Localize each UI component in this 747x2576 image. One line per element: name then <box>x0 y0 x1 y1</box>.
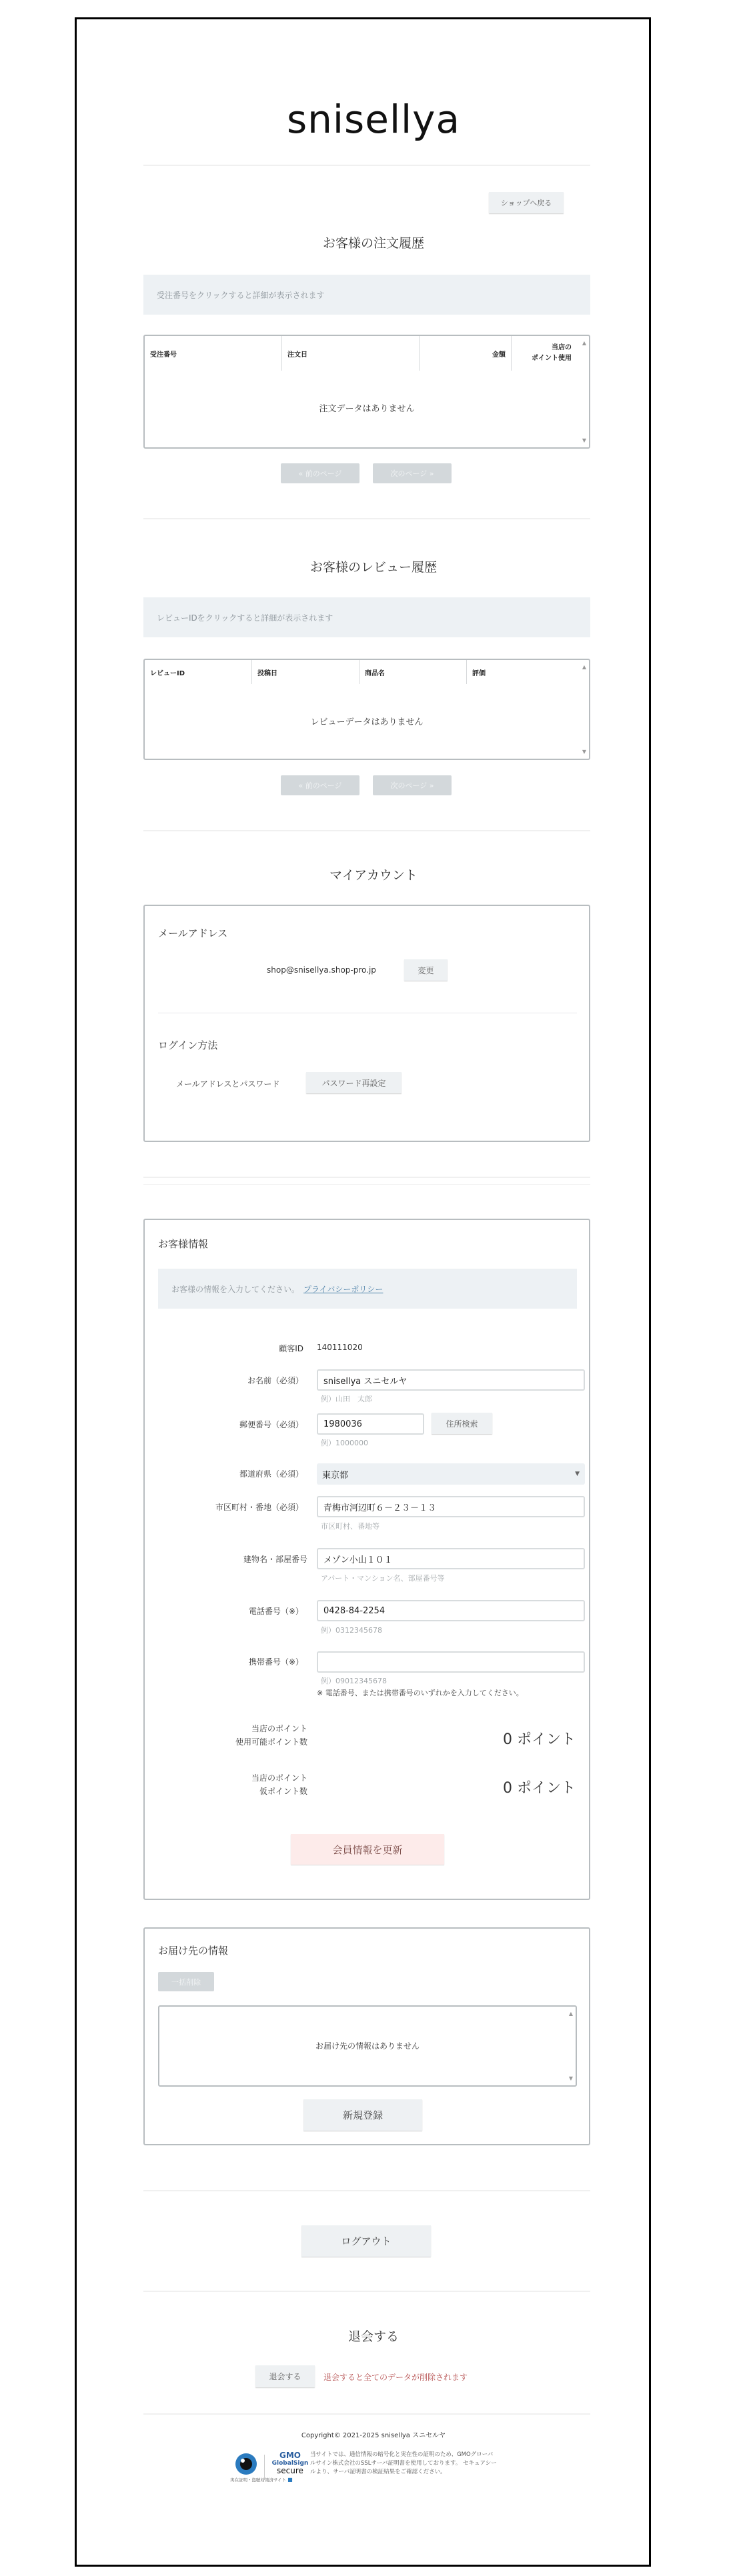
reset-password-button[interactable]: パスワード再設定 <box>306 1072 402 1093</box>
column-rating: 評価 <box>472 669 486 677</box>
seal-caption <box>230 2477 293 2483</box>
privacy-policy-link[interactable]: プライバシーポリシー <box>303 1284 384 1294</box>
phone-note: ※ 電話番号、または携帯番号のいずれかを入力してください。 <box>317 1689 524 1697</box>
scroll-up-arrow-icon[interactable]: ▲ <box>582 664 586 670</box>
gmo-globalsign-seal[interactable] <box>230 2449 317 2484</box>
points-available-value: 0 ポイント <box>503 1731 576 1748</box>
back-to-shop-button[interactable]: ショップへ戻る <box>489 192 564 213</box>
phone-label: 電話番号（※） <box>248 1607 303 1616</box>
reviews-empty-message: レビューデータはありません <box>310 717 424 727</box>
orders-info-box <box>143 275 590 315</box>
update-member-info-button[interactable]: 会員情報を更新 <box>291 1834 444 1865</box>
column-order-date: 注文日 <box>282 336 420 371</box>
scroll-down-arrow-icon[interactable]: ▼ <box>568 2075 573 2081</box>
lock-icon: ■ <box>287 2477 293 2483</box>
building-label: 建物名・部屋番号 <box>243 1555 307 1564</box>
login-method-heading: ログイン方法 <box>158 1039 218 1051</box>
email-value: shop@snisellya.shop-pro.jp <box>267 965 376 975</box>
seal-description: 当サイトでは、通信情報の暗号化と実在性の証明のため、GMOグローバルサイン株式会社のSSLサーバ証明書を使用しております。 セキュアシールより、サーバ証明書の検証結果をご確認ください。 <box>310 2451 497 2475</box>
withdraw-warning: 退会すると全てのデータが削除されます <box>323 2373 468 2382</box>
column-points-used <box>512 336 577 371</box>
customer-info-text: お客様の情報を入力してください。 <box>171 1284 300 1294</box>
eye-logo-icon <box>234 2452 261 2479</box>
change-email-button[interactable]: 変更 <box>404 959 448 981</box>
points-temp-label <box>145 1771 307 1798</box>
seal-brand-gmo: GMO <box>279 2451 301 2460</box>
seal-caption-text: 実在証明・盗聴対策済サイト <box>230 2477 287 2483</box>
customer-id-value: 140111020 <box>317 1343 363 1352</box>
column-order-number: 受注番号 <box>145 336 282 371</box>
zip-input[interactable]: 1980036 <box>317 1413 424 1435</box>
logout-button[interactable]: ログアウト <box>301 2225 431 2257</box>
city-hint: 市区町村、番地等 <box>321 1522 380 1531</box>
points-temp-value: 0 ポイント <box>503 1780 576 1797</box>
customer-info-box <box>158 1269 577 1309</box>
reviews-info-box <box>143 597 590 637</box>
copyright: Copyright© 2021-2025 snisellya スニセルヤ <box>301 2432 446 2439</box>
scroll-up-arrow-icon[interactable]: ▲ <box>568 2011 573 2017</box>
orders-prev-page-button[interactable]: « 前のページ <box>281 463 359 483</box>
column-points-line1: 当店の <box>552 344 572 351</box>
points-temp-label-line1: 当店のポイント <box>251 1773 307 1783</box>
delivery-heading: お届け先の情報 <box>158 1945 229 1957</box>
chevron-down-icon: ▼ <box>575 1471 580 1477</box>
orders-title: お客様の注文履歴 <box>322 236 424 251</box>
withdraw-button[interactable]: 退会する <box>255 2365 315 2387</box>
points-available-label <box>145 1722 307 1749</box>
building-hint: アパート・マンション名、部屋番号等 <box>321 1574 445 1583</box>
reviews-table[interactable] <box>143 659 590 760</box>
seal-brand-globalsign: GlobalSign <box>271 2460 309 2467</box>
name-input[interactable]: snisellya スニセルヤ <box>317 1369 585 1391</box>
divider <box>143 830 590 831</box>
prefecture-label: 都道府県（必須） <box>239 1469 303 1479</box>
zip-label: 郵便番号（必須） <box>239 1420 303 1429</box>
divider <box>143 2190 590 2191</box>
delivery-list[interactable] <box>158 2005 577 2087</box>
shop-logo[interactable]: snisellya <box>286 97 461 142</box>
column-post-date: 投稿日 <box>252 660 359 684</box>
reviews-info-text: レビューIDをクリックすると詳細が表示されます <box>157 613 333 623</box>
building-input[interactable]: メゾン小山１０１ <box>317 1548 585 1569</box>
divider <box>143 2291 590 2292</box>
column-amount: 金額 <box>420 336 512 371</box>
withdraw-title: 退会する <box>347 2329 399 2344</box>
phone-input[interactable]: 0428-84-2254 <box>317 1600 585 1621</box>
orders-next-page-button[interactable]: 次のページ » <box>373 463 452 483</box>
column-points-line2: ポイント使用 <box>532 355 572 362</box>
my-account-title: マイアカウント <box>329 868 418 883</box>
mobile-hint: 例）09012345678 <box>321 1677 387 1685</box>
column-product-name: 商品名 <box>359 660 467 684</box>
orders-empty-message: 注文データはありません <box>319 404 415 414</box>
orders-table[interactable] <box>143 335 590 449</box>
reviews-title: お客様のレビュー履歴 <box>309 560 437 575</box>
prefecture-value: 東京都 <box>322 1470 349 1481</box>
customer-id-label: 顧客ID <box>279 1344 303 1353</box>
delivery-card <box>143 1927 590 2145</box>
divider <box>143 165 590 166</box>
city-input[interactable]: 青梅市河辺町６－２３－１３ <box>317 1496 585 1517</box>
mobile-label: 携帯番号（※） <box>248 1657 303 1667</box>
delivery-empty-message: お届け先の情報はありません <box>315 2041 420 2051</box>
orders-info-text: 受注番号をクリックすると詳細が表示されます <box>157 290 325 300</box>
customer-info-heading: お客様情報 <box>158 1238 209 1250</box>
prefecture-select[interactable] <box>317 1463 585 1485</box>
new-address-button[interactable]: 新規登録 <box>303 2099 422 2131</box>
scroll-down-arrow-icon[interactable]: ▼ <box>582 437 586 443</box>
zip-hint: 例）1000000 <box>321 1439 368 1447</box>
column-review-id: レビューID <box>145 660 252 684</box>
city-label: 市区町村・番地（必須） <box>215 1503 303 1512</box>
scroll-down-arrow-icon[interactable]: ▼ <box>582 749 586 755</box>
divider <box>143 518 590 519</box>
points-temp-label-line2: 仮ポイント数 <box>259 1787 307 1796</box>
phone-hint: 例）0312345678 <box>321 1626 382 1635</box>
seal-brand-secure: secure <box>277 2466 303 2475</box>
account-card <box>143 905 590 1142</box>
divider <box>143 1177 590 1178</box>
address-search-button[interactable]: 住所検索 <box>432 1413 492 1434</box>
bulk-delete-button[interactable]: 一括削除 <box>158 1972 214 1991</box>
divider <box>143 2413 590 2415</box>
points-available-label-line1: 当店のポイント <box>251 1724 307 1733</box>
reviews-prev-page-button[interactable]: « 前のページ <box>281 775 359 795</box>
reviews-next-page-button[interactable]: 次のページ » <box>373 775 452 795</box>
name-hint: 例）山田 太郎 <box>321 1395 372 1403</box>
customer-info-card <box>143 1219 590 1900</box>
login-method-label: メールアドレスとパスワード <box>176 1079 280 1089</box>
points-available-label-line2: 使用可能ポイント数 <box>235 1737 307 1747</box>
scroll-up-arrow-icon[interactable]: ▲ <box>582 340 586 346</box>
name-label: お名前（必須） <box>247 1376 303 1385</box>
divider <box>143 1184 590 1185</box>
email-heading: メールアドレス <box>158 927 228 939</box>
mobile-input[interactable] <box>317 1651 585 1673</box>
